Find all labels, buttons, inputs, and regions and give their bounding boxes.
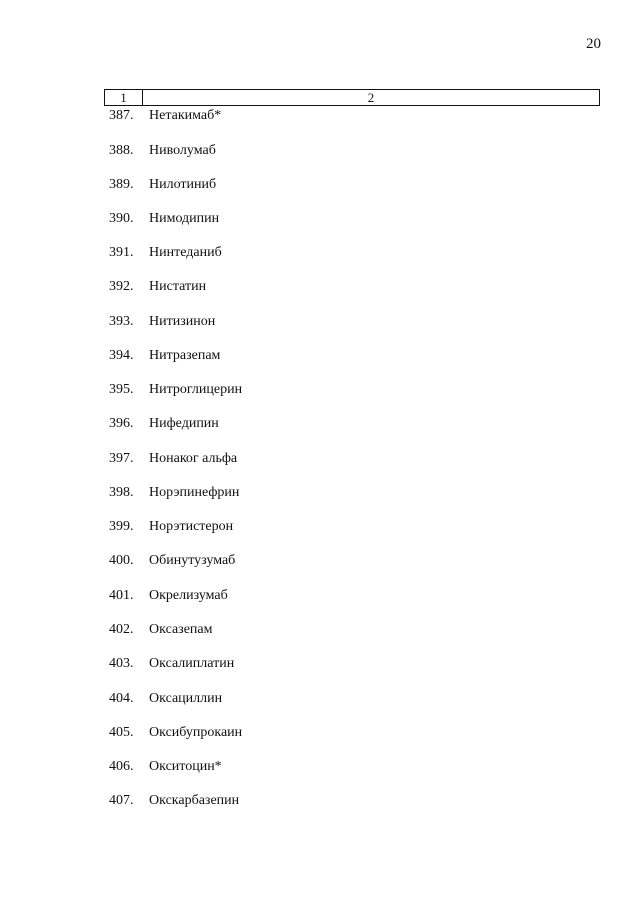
list-item (109, 517, 233, 537)
table-header-col-2: 2 (367, 90, 375, 105)
list-item (109, 141, 216, 161)
item-name: Норэтистерон (149, 519, 234, 534)
item-number: 387. (109, 108, 134, 123)
list-item (109, 551, 235, 571)
item-number: 406. (109, 759, 134, 774)
list-item (109, 414, 219, 434)
item-number: 393. (109, 314, 134, 329)
item-number: 407. (109, 793, 134, 808)
table-header-col-1: 1 (105, 90, 143, 105)
item-name: Нитроглицерин (149, 382, 243, 397)
list-item (109, 654, 234, 674)
item-number: 396. (109, 416, 134, 431)
list-item (109, 243, 222, 263)
item-name: Нинтеданиб (149, 245, 222, 260)
item-name: Нетакимаб* (149, 108, 222, 123)
item-number: 391. (109, 245, 134, 260)
list-item (109, 175, 216, 195)
item-name: Оксибупрокаин (149, 725, 243, 740)
item-name: Оксалиплатин (149, 656, 235, 671)
item-number: 392. (109, 279, 134, 294)
list-item (109, 209, 219, 229)
item-number: 400. (109, 553, 134, 568)
list-item (109, 346, 220, 366)
item-number: 403. (109, 656, 134, 671)
item-name: Нистатин (149, 279, 207, 294)
item-name: Нонаког альфа (149, 451, 238, 466)
item-number: 394. (109, 348, 134, 363)
item-name: Нифедипин (149, 416, 219, 431)
item-name: Оксациллин (149, 691, 223, 706)
list-item (109, 449, 237, 469)
item-number: 402. (109, 622, 134, 637)
item-number: 404. (109, 691, 134, 706)
item-number: 395. (109, 382, 134, 397)
item-name: Окситоцин* (149, 759, 222, 774)
item-name: Нитизинон (149, 314, 216, 329)
item-name: Нимодипин (149, 211, 220, 226)
list-item (109, 757, 222, 777)
item-number: 397. (109, 451, 134, 466)
list-item (109, 277, 206, 297)
list-item (109, 689, 222, 709)
page-number: 20 (586, 36, 601, 52)
item-name: Оксазепам (149, 622, 213, 637)
list-item (109, 723, 242, 743)
list-item (109, 106, 221, 126)
item-number: 388. (109, 143, 134, 158)
list-item (109, 791, 239, 811)
item-name: Обинутузумаб (149, 553, 236, 568)
list-item (109, 312, 215, 332)
list-item (109, 380, 242, 400)
item-name: Норэпинефрин (149, 485, 240, 500)
list-item (109, 620, 212, 640)
item-number: 401. (109, 588, 134, 603)
item-number: 389. (109, 177, 134, 192)
item-number: 405. (109, 725, 134, 740)
item-name: Ниволумаб (149, 143, 216, 158)
item-name: Окрелизумаб (149, 588, 228, 603)
list-item (109, 586, 228, 606)
item-number: 390. (109, 211, 134, 226)
item-name: Нитразепам (149, 348, 221, 363)
item-number: 399. (109, 519, 134, 534)
item-name: Нилотиниб (149, 177, 217, 192)
item-name: Окскарбазепин (149, 793, 240, 808)
item-number: 398. (109, 485, 134, 500)
list-item (109, 483, 239, 503)
